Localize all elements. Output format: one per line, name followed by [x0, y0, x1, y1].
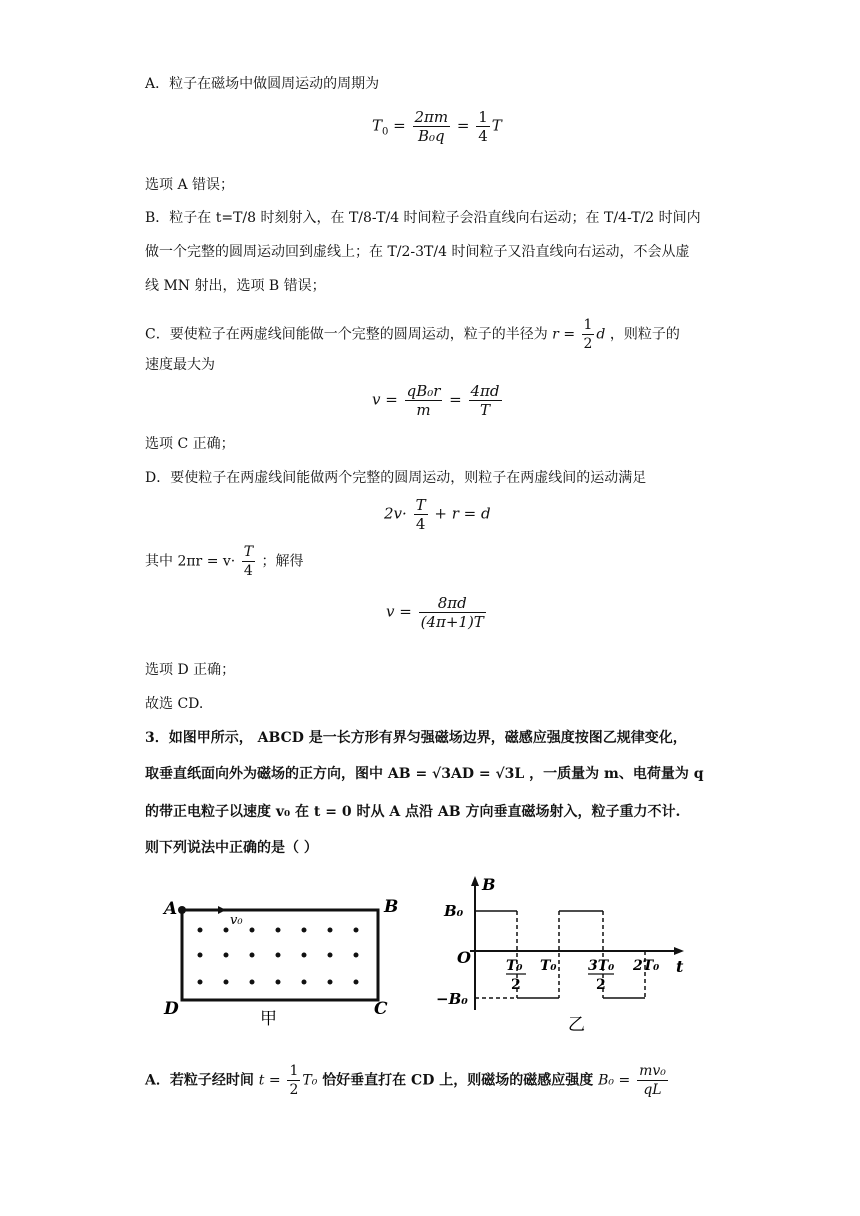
tick-half-t0-den: 2 — [511, 977, 521, 993]
option-d-verdict: 选项 D 正确； — [145, 662, 236, 678]
q3-line4: 则下列说法中正确的是（ ） — [145, 840, 318, 856]
q3-line2: 取垂直纸面向外为磁场的正方向，图中 AB = √3AD = √3L ，一质量为 m、电荷量为 q — [145, 766, 704, 782]
tick-3half-t0-num: 3T₀ — [588, 958, 615, 974]
axis-y-label: B — [482, 875, 496, 894]
caption-jia: 甲 — [260, 1009, 277, 1029]
axis-x-label: t — [676, 957, 684, 976]
tick-half-t0-num: T₀ — [506, 958, 523, 974]
neg-b0-label: −B₀ — [436, 990, 468, 1008]
period-equation: $T_0$ = $\frac{2\pi m}{\text{B₀q}}$ = $\frac{1}{4}$ T — [372, 108, 502, 145]
origin-label: O — [457, 948, 471, 967]
q3-line3: 的带正电粒子以速度 v₀ 在 t = 0 时从 A 点沿 AB 方向垂直磁场射入，粒子重力不计. — [145, 804, 681, 820]
option-a-text: A．粒子在磁场中做圆周运动的周期为 — [145, 76, 380, 92]
option-b-line3: 线 MN 射出，选项 B 错误； — [145, 278, 326, 294]
tick-2t0: 2T₀ — [633, 958, 660, 974]
motion-equation: 2v· $\frac{T}{4}$ + r = d — [384, 496, 491, 533]
option-b-line1: B．粒子在 t=T/8 时刻射入，在 T/8-T/4 时间粒子会沿直线向右运动；在 T/4-T/2 时间内 — [145, 210, 701, 226]
option-d-line1: D．要使粒子在两虚线间能做两个完整的圆周运动，则粒子在两虚线间的运动满足 — [145, 470, 647, 486]
option-d-where: 其中 2πr = v· $\frac{T}{4}$ ；解得 — [145, 544, 304, 579]
figure-yi — [400, 870, 700, 1035]
option-a-verdict: 选项 A 错误； — [145, 177, 235, 193]
label-a: A — [164, 899, 178, 919]
velocity-equation-d: v = $\frac{8\pi d}{(4\pi+1)T}$ — [386, 594, 484, 631]
option-c-verdict: 选项 C 正确； — [145, 436, 235, 452]
option-c-line2: 速度最大为 — [145, 357, 215, 373]
label-d: D — [164, 999, 179, 1019]
b0-label: B₀ — [444, 902, 464, 920]
label-c: C — [374, 999, 388, 1019]
caption-yi: 乙 — [568, 1015, 585, 1035]
figure-jia — [160, 890, 400, 1030]
tick-3half-t0-den: 2 — [596, 977, 606, 993]
q3-line1: 3．如图甲所示， ABCD 是一长方形有界匀强磁场边界，磁感应强度按图乙规律变化， — [145, 730, 687, 746]
option-b-line2: 做一个完整的圆周运动回到虚线上；在 T/2-3T/4 时间粒子又沿直线向右运动，不会从虚 — [145, 244, 690, 260]
answer-a: A．若粒子经时间 t = $\frac{1}{2}$ T₀ 恰好垂直打在 CD 上，则磁场的磁感应强度 B₀ = $\frac{\text{mv₀}}{qL}$ — [145, 1063, 666, 1098]
final-answer: 故选 CD. — [145, 696, 204, 712]
label-b: B — [384, 897, 399, 917]
velocity-equation-c: v = $\frac{\text{qB₀r}}{m}$ = $\frac{4\pi d}{T}$ — [372, 382, 500, 419]
option-c-line1: C．要使粒子在两虚线间能做一个完整的圆周运动，粒子的半径为 r = $\frac{1}{2}$ d ，则粒子的 — [145, 317, 680, 352]
label-v0: v₀ — [230, 913, 243, 928]
tick-t0: T₀ — [540, 958, 557, 974]
